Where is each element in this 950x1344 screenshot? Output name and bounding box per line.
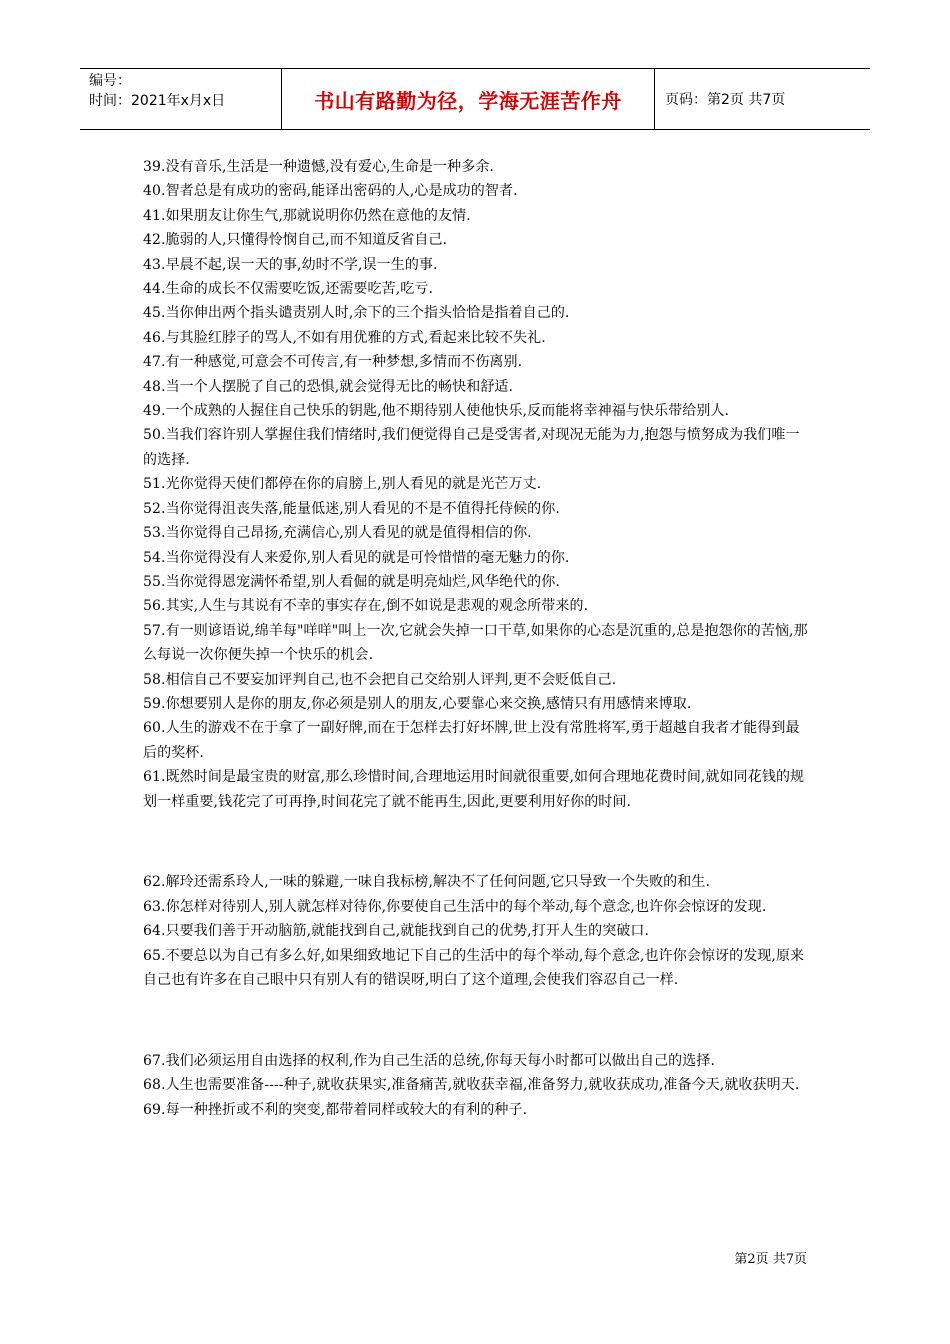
paragraph: 55.当你觉得恩宠满怀希望,别人看倔的就是明亮灿烂,风华绝代的你. xyxy=(143,573,560,590)
header-motto: 书山有路勤为径，学海无涯苦作舟 xyxy=(282,69,655,129)
paragraph: 43.早晨不起,误一天的事,幼时不学,误一生的事. xyxy=(143,256,438,273)
paragraph: 54.当你觉得没有人来爱你,别人看见的就是可怜惜惜的毫无魅力的你. xyxy=(143,549,570,566)
time-label: 时间：2021年x月x日 xyxy=(89,93,226,109)
header-info xyxy=(80,69,282,129)
paragraph: 44.生命的成长不仅需要吃饭,还需要吃苦,吃亏. xyxy=(143,281,434,298)
paragraph: 63.你怎样对待别人,别人就怎样对待你,你要使自己生活中的每个举动,每个意念,也许你会惊讶的发现. xyxy=(143,898,767,915)
page-header xyxy=(80,68,870,130)
paragraph: 40.智者总是有成功的密码,能译出密码的人,心是成功的智者. xyxy=(143,183,518,200)
number-label: 编号： xyxy=(89,73,131,89)
header-page-label: 页码：第2页 共7页 xyxy=(665,92,786,108)
blank-line xyxy=(143,1008,811,1032)
paragraph: 58.相信自己不要妄加评判自己,也不会把自己交给别人评判,更不会贬低自己. xyxy=(143,671,617,688)
paragraph: 49.一个成熟的人握住自己快乐的钥匙,他不期待别人使他快乐,反而能将幸神福与快乐带给别人. xyxy=(143,403,730,420)
document-body xyxy=(143,155,811,1122)
paragraph: 62.解玲还需系玲人,一味的躲避,一味自我标榜,解决不了任何问题,它只导致一个失败的和生. xyxy=(143,874,711,891)
paragraph: 45.当你伸出两个指头谴责别人时,余下的三个指头恰恰是指着自己的. xyxy=(143,305,570,322)
paragraph: 48.当一个人摆脱了自己的恐惧,就会觉得无比的畅快和舒适. xyxy=(143,378,514,395)
blank-line xyxy=(143,830,811,854)
paragraph: 59.你想要别人是你的朋友,你必须是别人的朋友,心要靠心来交换,感情只有用感情来博取. xyxy=(143,695,692,712)
paragraph: 61.既然时间是最宝贵的财富,那么珍惜时间,合理地运用时间就很重要,如何合理地花费时间,就如同花钱的规划一样重要,钱花完了可再挣,时间花完了就不能再生,因此,更要利用好你的时间. xyxy=(143,769,805,810)
paragraph: 41.如果朋友让你生气,那就说明你仍然在意他的友情. xyxy=(143,207,471,224)
page-footer: 第2页 共7页 xyxy=(734,1252,807,1267)
paragraph: 47.有一种感觉,可意会不可传言,有一种梦想,多情而不伤离别. xyxy=(143,354,523,371)
paragraph: 57.有一则谚语说,绵羊每"咩咩"叫上一次,它就会失掉一口干草,如果你的心态是沉重的,总是抱怨你的苦恼,那么每说一次你便失掉一个快乐的机会. xyxy=(143,622,808,664)
paragraph: 46.与其脸红脖子的骂人,不如有用优雅的方式,看起来比较不失礼. xyxy=(143,329,546,346)
paragraph: 50.当我们容许别人掌握住我们情绪时,我们便觉得自己是受害者,对现况无能为力,抱怨与愤努成为我们唯一的选择. xyxy=(143,427,800,468)
paragraph: 68.人生也需要准备----种子,就收获果实,准备痛苦,就收获幸福,准备努力,就收获成功,准备今天,就收获明天. xyxy=(143,1077,800,1094)
paragraph: 42.脆弱的人,只懂得怜悯自己,而不知道反省自己. xyxy=(143,232,448,249)
paragraph: 51.光你觉得天使们都停在你的肩膀上,别人看见的就是光芒万丈. xyxy=(143,476,542,493)
paragraph: 53.当你觉得自己昂扬,充满信心,别人看见的就是值得相信的你. xyxy=(143,525,532,542)
paragraph: 60.人生的游戏不在于拿了一副好牌,而在于怎样去打好坏牌,世上没有常胜将军,勇于超越自我者才能得到最后的奖杯. xyxy=(143,720,800,761)
paragraph: 64.只要我们善于开动脑筋,就能找到自己,就能找到自己的优势,打开人生的突破口. xyxy=(143,923,650,940)
paragraph: 39.没有音乐,生活是一种遗憾,没有爱心,生命是一种多余. xyxy=(143,159,494,175)
paragraph: 65.不要总以为自己有多么好,如果细致地记下自己的生活中的每个举动,每个意念,也许你会惊讶的发现,原来自己也有许多在自己眼中只有别人有的错误呀,明白了这个道理,会使我们容忍自己一样. xyxy=(143,947,805,988)
paragraph: 52.当你觉得沮丧失落,能量低迷,别人看见的不是不值得托侍候的你. xyxy=(143,500,560,517)
paragraph: 67.我们必须运用自由选择的权利,作为自己生活的总统,你每天每小时都可以做出自己的选择. xyxy=(143,1052,716,1069)
paragraph: 56.其实,人生与其说有不幸的事实存在,倒不如说是悲观的观念所带来的. xyxy=(143,598,589,615)
paragraph: 69.每一种挫折或不利的突变,都带着同样或较大的有利的种子. xyxy=(143,1101,528,1118)
